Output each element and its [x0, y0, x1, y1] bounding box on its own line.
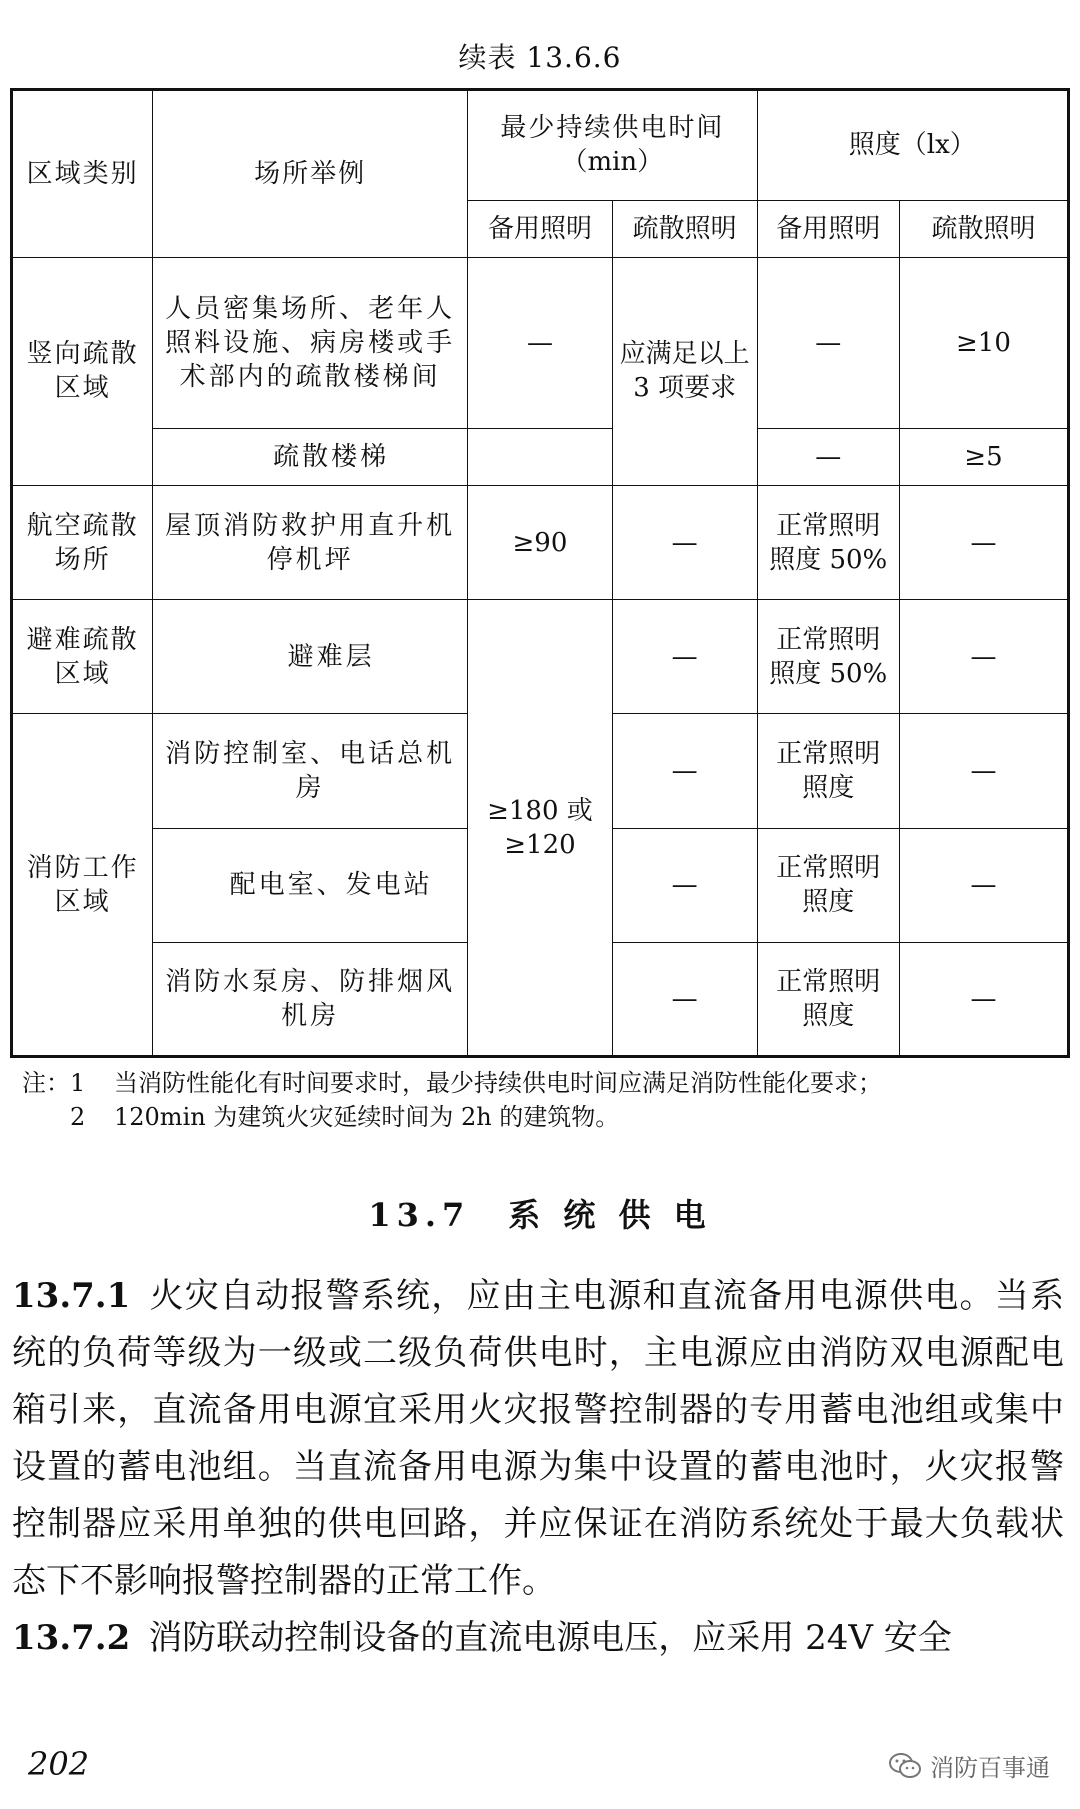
lighting-requirements-table: [10, 88, 1070, 1058]
note-item: [22, 1100, 882, 1134]
watermark-text: 消防百事通: [930, 1754, 1050, 1782]
cell-standby-time: ≥90: [468, 486, 613, 600]
table-row: [12, 600, 1069, 714]
cell-evac-lux: —: [899, 942, 1068, 1056]
cell-standby-lux: 正常照明照度 50%: [757, 600, 899, 714]
cell-evac-time: —: [612, 828, 757, 942]
note-number: 2: [70, 1103, 86, 1131]
area-refuge: 避难疏散区域: [12, 600, 153, 714]
cell-standby-time-firework: ≥180 或 ≥120: [468, 600, 613, 1057]
place-pump-room: 消防水泵房、防排烟风机房: [153, 942, 468, 1056]
cell-evac-lux: —: [899, 714, 1068, 828]
note-number: 1: [70, 1069, 86, 1097]
table-notes: [22, 1066, 882, 1134]
cell-evac-lux: —: [899, 486, 1068, 600]
area-fire-work: 消防工作区域: [12, 714, 153, 1057]
header-evac-lux: 疏散照明: [899, 200, 1068, 257]
header-standby-lux: 备用照明: [757, 200, 899, 257]
table-row: [12, 257, 1069, 428]
note-item: [22, 1066, 882, 1100]
cell-standby-lux: 正常照明照度 50%: [757, 486, 899, 600]
header-duration-label: 最少持续供电时间: [500, 113, 725, 144]
table-caption: 续表 13.6.6: [458, 41, 622, 74]
area-aviation: 航空疏散场所: [12, 486, 153, 600]
cell-evac-lux: —: [899, 600, 1068, 714]
page-number: 202: [28, 1745, 90, 1783]
header-area-type: 区域类别: [12, 90, 153, 258]
clause-number: 13.7.1: [12, 1276, 131, 1316]
cell-standby-lux: —: [757, 429, 899, 486]
place-power-room: 配电室、发电站: [153, 828, 468, 942]
table-row: [12, 429, 1069, 486]
clause-text: 消防联动控制设备的直流电源电压，应采用 24V 安全: [148, 1618, 952, 1658]
cell-evac-lux: —: [899, 828, 1068, 942]
header-standby-time: 备用照明: [468, 200, 613, 257]
wechat-icon: [888, 1752, 922, 1780]
header-duration-unit: （min）: [561, 147, 664, 178]
cell-evac-time: 应满足以上 3 项要求: [612, 257, 757, 485]
place-refuge-floor: 避难层: [153, 600, 468, 714]
cell-standby-lux: —: [757, 257, 899, 428]
note-text: 当消防性能化有时间要求时，最少持续供电时间应满足消防性能化要求；: [114, 1069, 882, 1097]
body-text: [12, 1268, 1064, 1667]
cell-evac-time: —: [612, 600, 757, 714]
clause-number: 13.7.2: [12, 1618, 131, 1658]
cell-standby-lux: 正常照明照度: [757, 714, 899, 828]
table-header-row: [12, 90, 1069, 201]
table-row: [12, 486, 1069, 600]
note-text: 120min 为建筑火灾延续时间为 2h 的建筑物。: [114, 1103, 620, 1131]
cell-standby-lux: 正常照明照度: [757, 828, 899, 942]
area-vertical: 竖向疏散区域: [12, 257, 153, 485]
header-place-example: 场所举例: [153, 90, 468, 258]
clause-paragraph: [12, 1610, 1064, 1667]
cell-evac-lux: ≥5: [899, 429, 1068, 486]
place-stairs: 疏散楼梯: [153, 429, 468, 486]
cell-standby-time-empty: [468, 429, 613, 486]
clause-paragraph: [12, 1268, 1064, 1610]
watermark: [888, 1748, 1050, 1783]
cell-standby-time: —: [468, 257, 613, 428]
cell-evac-time: —: [612, 942, 757, 1056]
header-evac-time: 疏散照明: [612, 200, 757, 257]
cell-evac-time: —: [612, 714, 757, 828]
cell-evac-time: —: [612, 486, 757, 600]
cell-evac-lux: ≥10: [899, 257, 1068, 428]
place-stairwell-dense: 人员密集场所、老年人照料设施、病房楼或手术部内的疏散楼梯间: [153, 257, 468, 428]
place-helipad: 屋顶消防救护用直升机停机坪: [153, 486, 468, 600]
section-title: 13.7 系 统 供 电: [368, 1196, 712, 1234]
header-duration: [468, 90, 757, 201]
place-control-room: 消防控制室、电话总机房: [153, 714, 468, 828]
header-illuminance: 照度（lx）: [757, 90, 1068, 201]
clause-text: 火灾自动报警系统，应由主电源和直流备用电源供电。当系统的负荷等级为一级或二级负荷供电时，主电源应由消防双电源配电箱引来，直流备用电源宜采用火灾报警控制器的专用蓄电池组或集中设置的蓄电池组。当直流备用电源为集中设置的蓄电池时，火灾报警控制器应采用单独的供电回路，并应保证在消防系统处于最大负载状态下不影响报警控制器的正常工作。: [12, 1276, 1064, 1601]
notes-label: 注：: [22, 1069, 70, 1097]
cell-standby-lux: 正常照明照度: [757, 942, 899, 1056]
